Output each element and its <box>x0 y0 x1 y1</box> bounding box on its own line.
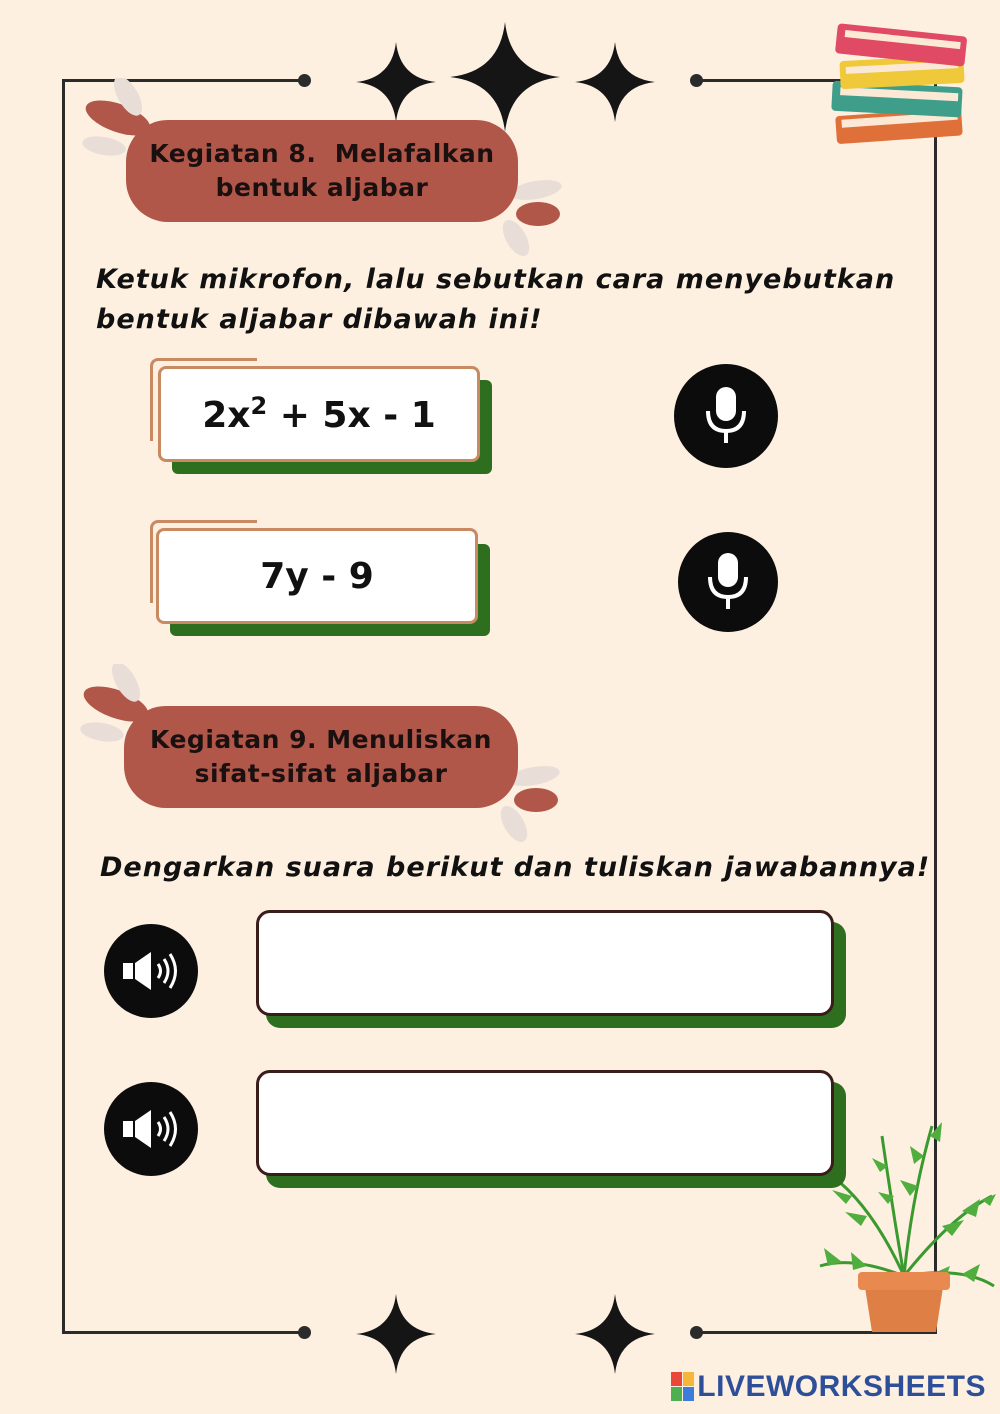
answer-input-2[interactable] <box>256 1070 834 1176</box>
sparkle-icon <box>575 1294 655 1374</box>
frame-dot <box>690 74 703 87</box>
frame-bottom-left <box>62 1331 304 1334</box>
play-audio-button-2[interactable] <box>104 1082 198 1176</box>
expression-text: $2x^2 + 5x - 1$ <box>202 392 436 436</box>
expression-text: 7y - 9 <box>260 555 374 597</box>
expression-card-2 <box>156 528 478 624</box>
frame-dot <box>690 1326 703 1339</box>
books-illustration <box>826 20 974 160</box>
play-audio-button-1[interactable] <box>104 924 198 1018</box>
activity8-title-line1: Kegiatan 8. Melafalkan <box>149 139 495 168</box>
activity9-title-line2: sifat-sifat aljabar <box>194 759 448 788</box>
liveworksheets-logo[interactable] <box>671 1370 986 1404</box>
activity8-title-line2: bentuk aljabar <box>215 173 429 202</box>
expression-card-1 <box>158 366 480 462</box>
answer-input-1[interactable] <box>256 910 834 1016</box>
frame-left <box>62 79 65 1334</box>
sparkle-icon <box>575 42 655 122</box>
microphone-button-2[interactable] <box>678 532 778 632</box>
activity8-title-pill <box>126 120 518 222</box>
activity9-title-pill <box>124 706 518 808</box>
sparkle-icon <box>356 1294 436 1374</box>
activity9-title-line1: Kegiatan 9. Menuliskan <box>150 725 492 754</box>
speaker-icon <box>121 949 181 993</box>
activity8-instruction <box>96 260 895 340</box>
activity9-instruction: Dengarkan suara berikut dan tuliskan jawabannya! <box>100 852 931 883</box>
activity8-instruction-line2: bentuk aljabar dibawah ini! <box>96 304 543 335</box>
frame-dot <box>298 1326 311 1339</box>
microphone-icon <box>704 385 748 447</box>
brand-name: LIVEWORKSHEETS <box>697 1370 986 1403</box>
speaker-icon <box>121 1107 181 1151</box>
microphone-icon <box>706 551 750 613</box>
liveworksheets-logo-icon <box>671 1372 695 1402</box>
microphone-button-1[interactable] <box>674 364 778 468</box>
activity8-instruction-line1: Ketuk mikrofon, lalu sebutkan cara menyebutkan <box>96 264 896 295</box>
